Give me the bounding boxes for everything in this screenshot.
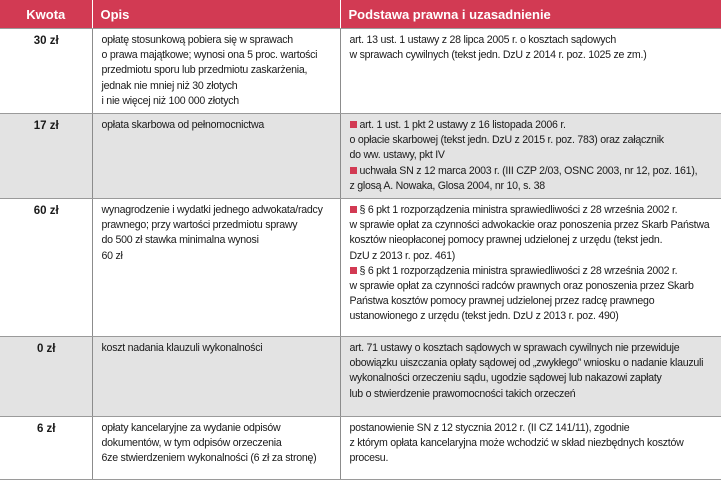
description-cell — [92, 199, 340, 337]
legal-basis-line: w sprawach cywilnych (tekst jedn. DzU z 2014 r. poz. 1025 ze zm.) — [349, 49, 647, 62]
legal-basis-item — [350, 203, 713, 264]
legal-basis-line: z którym opłata kancelaryjna może wchodzić w skład niezbędnych kosztów — [349, 437, 684, 450]
table-body — [0, 29, 721, 480]
description-line: o prawa majątkowe; wynosi ona 5 proc. wartości — [101, 49, 318, 62]
column-header-amount: Kwota — [0, 0, 92, 29]
red-square-bullet-icon — [350, 206, 357, 213]
description-line: 6ze stwierdzeniem wykonalności (6 zł za stronę) — [101, 452, 317, 465]
legal-basis-cell — [340, 114, 721, 199]
description-line: opłatę stosunkową pobiera się w sprawach — [101, 34, 293, 46]
table-row — [0, 114, 721, 199]
table-row — [0, 337, 721, 417]
legal-basis-line: art. 13 ust. 1 ustawy z 28 lipca 2005 r. o kosztach sądowych — [349, 34, 616, 46]
legal-basis-line: postanowienie SN z 12 stycznia 2012 r. (II CZ 141/11), zgodnie — [349, 422, 630, 435]
legal-basis-line: do ww. ustawy, pkt IV — [349, 149, 445, 162]
table-row — [0, 29, 721, 114]
description-line: prawnego; przy wartości przedmiotu sprawy — [101, 219, 298, 232]
description-line: 60 zł — [101, 249, 123, 262]
legal-basis-line: obowiązku uiszczania opłaty sądowej od „zwykłego” wniosku o nadanie klauzuli — [349, 357, 704, 370]
legal-basis-line: ustanowionego z urzędu (tekst jedn. DzU z 2013 r. poz. 490) — [349, 310, 619, 323]
legal-basis-line: w sprawie opłat za czynności adwokackie oraz ponoszenia przez Skarb Państwa — [349, 219, 710, 232]
legal-basis-cell — [340, 417, 721, 480]
column-header-description: Opis — [92, 0, 340, 29]
description-cell — [92, 114, 340, 199]
amount-cell: 60 zł — [0, 199, 92, 337]
legal-basis-line: wykonalności orzeczeniu sądu, ugodzie sądowej lub nakazowi zapłaty — [349, 372, 662, 385]
legal-basis-line: DzU z 2013 r. poz. 461) — [349, 249, 456, 262]
column-header-legal-basis: Podstawa prawna i uzasadnienie — [340, 0, 721, 29]
description-line: opłata skarbowa od pełnomocnictwa — [101, 119, 265, 132]
description-line: koszt nadania klauzuli wykonalności — [101, 342, 263, 355]
legal-basis-line: kosztów nieopłaconej pomocy prawnej udzielonej z urzędu (tekst jedn. — [349, 234, 663, 247]
red-square-bullet-icon — [350, 121, 357, 128]
description-line: jednak nie mniej niż 30 złotych — [101, 79, 238, 92]
description-line: i nie więcej niż 100 000 złotych — [101, 94, 239, 107]
legal-basis-line: procesu. — [349, 452, 389, 465]
legal-basis-line: uchwała SN z 12 marca 2003 r. (III CZP 2/03, OSNC 2003, nr 12, poz. 161), — [359, 164, 698, 177]
description-cell — [92, 29, 340, 114]
legal-basis-item — [350, 164, 713, 194]
amount-cell: 30 zł — [0, 29, 92, 114]
description-cell — [92, 417, 340, 480]
legal-basis-item — [350, 33, 713, 63]
description-line: dokumentów, w tym odpisów orzeczenia — [101, 437, 282, 450]
amount-cell: 17 zł — [0, 114, 92, 199]
header-row — [0, 0, 721, 29]
red-square-bullet-icon — [350, 167, 357, 174]
legal-basis-item — [350, 118, 713, 164]
legal-basis-line: § 6 pkt 1 rozporządzenia ministra sprawiedliwości z 28 września 2002 r. — [359, 264, 678, 277]
description-line: opłaty kancelaryjne za wydanie odpisów — [101, 422, 281, 435]
description-cell — [92, 337, 340, 417]
legal-basis-cell — [340, 199, 721, 337]
description-line: wynagrodzenie i wydatki jednego adwokata/radcy — [101, 204, 323, 217]
red-square-bullet-icon — [350, 267, 357, 274]
legal-basis-line: art. 71 ustawy o kosztach sądowych w sprawach cywilnych nie przewiduje — [349, 342, 680, 355]
legal-basis-line: art. 1 ust. 1 pkt 2 ustawy z 16 listopada 2006 r. — [359, 119, 566, 132]
legal-basis-line: lub o stwierdzenie prawomocności takich orzeczeń — [349, 387, 576, 400]
table-header — [0, 0, 721, 29]
legal-basis-line: Państwa kosztów pomocy prawnej udzielonej przez radcę prawnego — [349, 295, 655, 308]
amount-cell: 6 zł — [0, 417, 92, 480]
legal-basis-line: z glosą A. Nowaka, Glosa 2004, nr 10, s. 38 — [349, 179, 545, 192]
legal-basis-cell — [340, 29, 721, 114]
legal-basis-item — [350, 264, 713, 325]
legal-basis-line: § 6 pkt 1 rozporządzenia ministra sprawiedliwości z 28 września 2002 r. — [359, 204, 678, 217]
legal-basis-line: o opłacie skarbowej (tekst jedn. DzU z 2015 r. poz. 783) oraz załącznik — [349, 134, 664, 147]
description-line: do 500 zł stawka minimalna wynosi — [101, 234, 259, 247]
legal-basis-item — [350, 341, 713, 402]
amount-cell: 0 zł — [0, 337, 92, 417]
description-line: przedmiotu sporu lub przedmiotu zaskarżenia, — [101, 64, 308, 77]
legal-basis-line: w sprawie opłat za czynności radców prawnych oraz ponoszenia przez Skarb — [349, 280, 694, 293]
legal-basis-item — [350, 421, 713, 467]
legal-basis-cell — [340, 337, 721, 417]
table-row — [0, 417, 721, 480]
table-row — [0, 199, 721, 337]
